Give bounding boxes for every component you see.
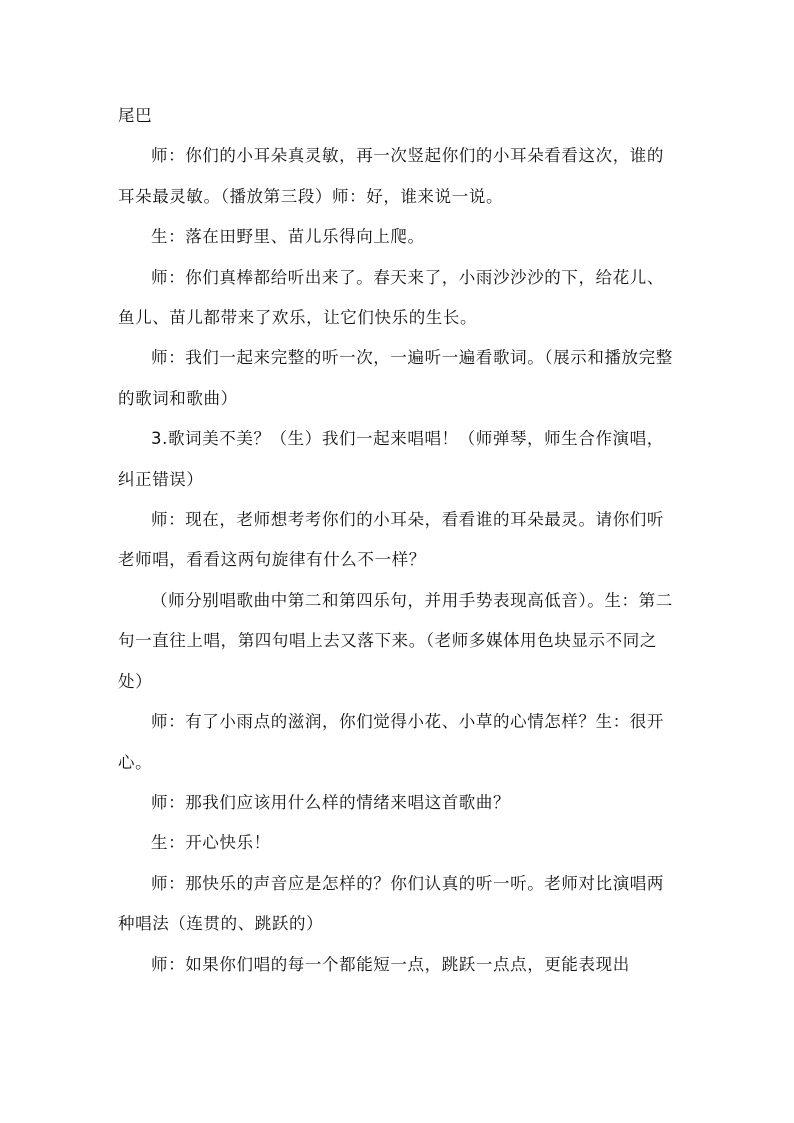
paragraph: 生：落在田野里、苗儿乐得向上爬。: [151, 227, 425, 247]
paragraph: 3.歌词美不美？（生）我们一起来唱唱！（师弹琴，师生合作演唱，纠正错误）: [118, 429, 664, 489]
paragraph-continuation: 尾巴: [118, 106, 153, 125]
paragraph: 师：那我们应该用什么样的情绪来唱这首歌曲？: [151, 792, 511, 812]
paragraph: 师：你们真棒都给听出来了。春天来了，小雨沙沙沙的下，给花儿、鱼儿、苗儿都带来了欢乐，让它们快乐的生长。: [118, 267, 664, 328]
paragraph: 师：那快乐的声音应是怎样的？你们认真的听一听。老师对比演唱两种唱法（连贯的、跳跃的）: [118, 873, 664, 934]
paragraph: 师：现在，老师想考考你们的小耳朵，看看谁的耳朵最灵。请你们听老师唱，看看这两句旋律有什么不一样？: [118, 510, 664, 570]
document-body: [118, 96, 678, 985]
paragraph: 生：开心快乐！: [151, 833, 271, 853]
paragraph: 师：有了小雨点的滋润，你们觉得小花、小草的心情怎样？生：很开心。: [118, 712, 664, 772]
paragraph: 师：你们的小耳朵真灵敏，再一次竖起你们的小耳朵看看这次，谁的耳朵最灵敏。（播放第三段）师：好，谁来说一说。: [118, 146, 664, 206]
paragraph: 师：如果你们唱的每一个都能短一点，跳跃一点点，更能表现出: [151, 954, 630, 974]
paragraph: （师分别唱歌曲中第二和第四乐句，并用手势表现高低音）。生：第二句一直往上唱，第四句唱上去又落下来。（老师多媒体用色块显示不同之处）: [118, 590, 673, 691]
paragraph: 师：我们一起来完整的听一次，一遍听一遍看歌词。（展示和播放完整的歌词和歌曲）: [118, 348, 673, 408]
